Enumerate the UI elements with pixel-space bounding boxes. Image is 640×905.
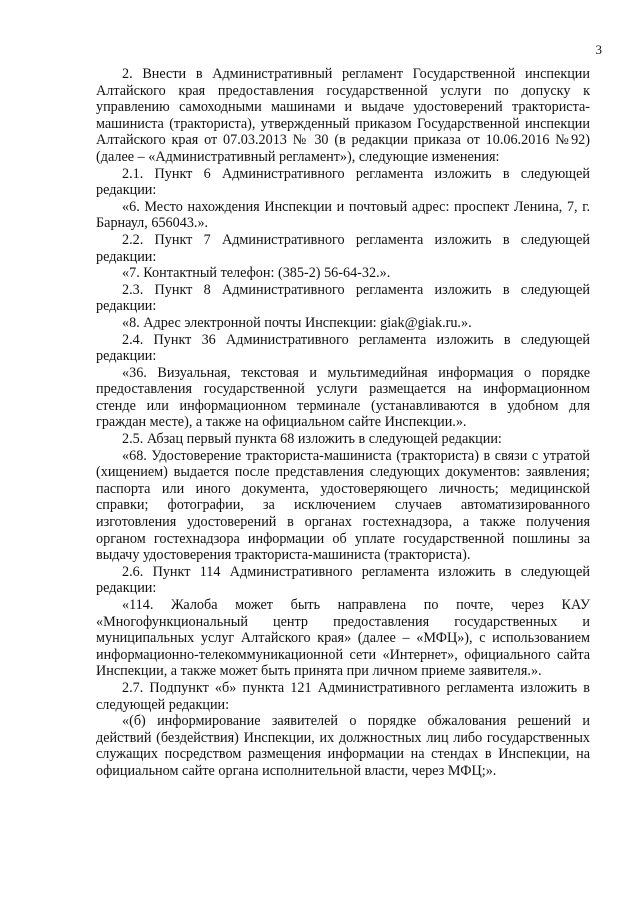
paragraph-quote-114: «114. Жалоба может быть направлена по почте, через КАУ «Многофункциональный центр предоставления государственных и муниципальных услуг Алтайского края» (далее – «МФЦ»), с использованием информационно-телекоммуникационной сети «Интернет», официального сайта Инспекции, а также может быть принята при личном приеме заявителя.». [96,597,590,680]
paragraph-quote-8: «8. Адрес электронной почты Инспекции: giak@giak.ru.». [122,314,472,331]
paragraph-item-2-5: 2.5. Абзац первый пункта 68 изложить в следующей редакции: [122,431,502,448]
paragraph-item-2-3: 2.3. Пункт 8 Административного регламента изложить в следующей редакции: [96,281,590,315]
paragraph-item-2-6: 2.6. Пункт 114 Административного регламента изложить в следующей редакции: [96,563,590,597]
paragraph-quote-36: «36. Визуальная, текстовая и мультимедийная информация о порядке предоставления государственной услуги размещается на информационном стенде или информационном терминале (устанавливаются в удобном для граждан месте), а также на официальном сайте Инспекции.». [96,364,590,431]
paragraph-item-2-7: 2.7. Подпункт «б» пункта 121 Административного регламента изложить в следующей редакции: [96,679,590,713]
paragraph-item-2-4: 2.4. Пункт 36 Административного регламента изложить в следующей редакции: [96,331,590,365]
paragraph-item-2: 2. Внести в Административный регламент Государственной инспекции Алтайского края предоставления государственной услуги по допуску к управлению самоходными машинами и выдаче удостоверений тракториста-машиниста (тракториста), утвержденный приказом Государственной инспекции Алтайского края от 07.03.2013 № 30 (в редакции приказа от 10.06.2016 №92) (далее – «Административный регламент»), следующие изменения: [96,66,590,165]
paragraph-quote-7: «7. Контактный телефон: (385-2) 56-64-32.». [122,265,391,282]
document-body [96,66,590,780]
paragraph-quote-6: «6. Место нахождения Инспекции и почтовый адрес: проспект Ленина, 7, г. Барнаул, 656043.». [96,198,590,232]
paragraph-quote-68: «68. Удостоверение тракториста-машиниста (тракториста) в связи с утратой (хищением) выдается после представления следующих документов: заявления; паспорта или иного документа, удостоверяющего личность; медицинской справки; фотографии, за исключением случаев автоматизированного изготовления удостоверений в органах гостехнадзора, а также получения органом гостехнадзора информации об уплате государственной пошлины за выдачу удостоверения тракториста-машиниста (тракториста). [96,447,590,564]
paragraph-item-2-1: 2.1. Пункт 6 Административного регламента изложить в следующей редакции: [96,165,590,199]
paragraph-quote-121b: «(б) информирование заявителей о порядке обжалования решений и действий (бездействия) Инспекции, их должностных лиц либо государственных служащих посредством размещения информации на стендах в Инспекции, на официальном сайте органа исполнительной власти, через МФЦ;». [96,713,590,779]
page-number: 3 [595,42,602,57]
paragraph-item-2-2: 2.2. Пункт 7 Административного регламента изложить в следующей редакции: [96,231,590,265]
